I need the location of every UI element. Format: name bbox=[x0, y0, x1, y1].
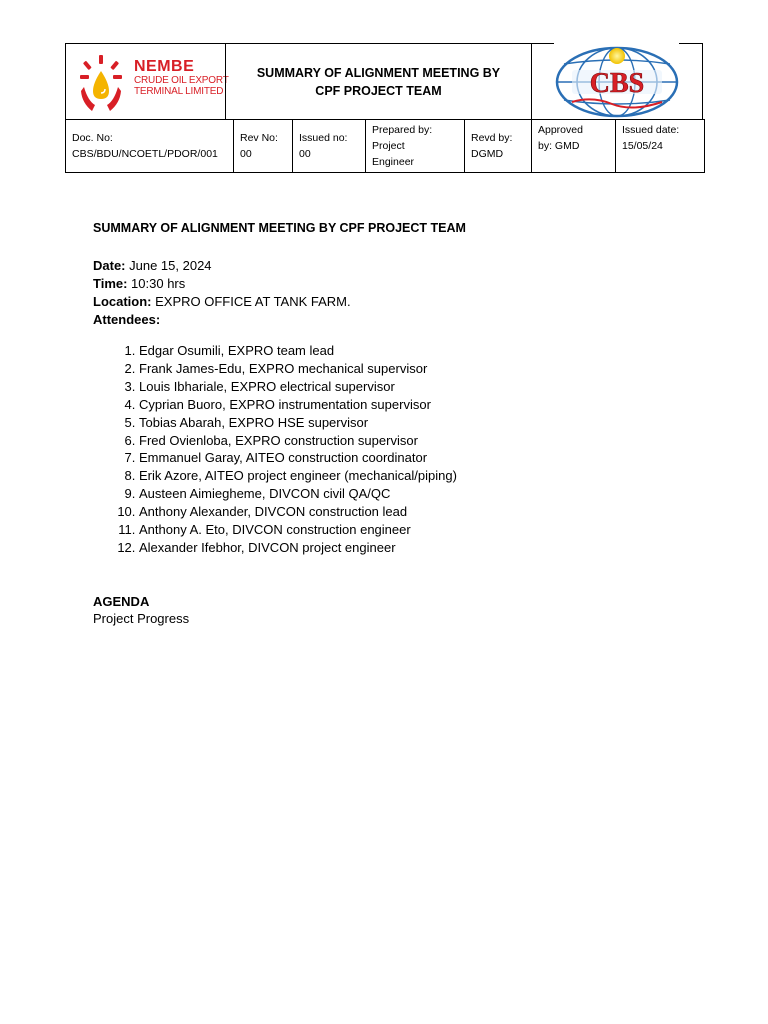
issued-no-label: Issued no: bbox=[299, 132, 348, 144]
list-item: 4. Cyprian Buoro, EXPRO instrumentation supervisor bbox=[139, 396, 457, 414]
attendees-label: Attendees: bbox=[93, 312, 161, 327]
nembe-flame-logo-icon bbox=[78, 53, 124, 113]
list-item: 12. Alexander Ifebhor, DIVCON project engineer bbox=[139, 539, 457, 557]
agenda-item: Project Progress bbox=[93, 611, 190, 626]
doc-no-label: Doc. No: bbox=[72, 132, 113, 144]
date-label: Date: bbox=[93, 258, 126, 273]
revd-by-label: Revd by: bbox=[471, 132, 513, 144]
list-item: 8. Erik Azore, AITEO project engineer (mechanical/piping) bbox=[139, 467, 457, 485]
rev-no-value: 00 bbox=[240, 148, 252, 160]
header-title-cell bbox=[225, 43, 532, 119]
prepared-by-cell bbox=[366, 120, 465, 173]
meeting-location bbox=[93, 293, 351, 311]
doc-no-value: CBS/BDU/NCOETL/PDOR/001 bbox=[72, 148, 218, 160]
list-item: 7. Emmanuel Garay, AITEO construction coordinator bbox=[139, 449, 457, 467]
approved-by-label: Approved bbox=[538, 124, 583, 136]
list-item: 9. Austeen Aimiegheme, DIVCON civil QA/QC bbox=[139, 485, 457, 503]
prepared-by-label: Prepared by: bbox=[372, 124, 433, 136]
list-item: 2. Frank James-Edu, EXPRO mechanical supervisor bbox=[139, 360, 457, 378]
nembe-logo-name: NEMBE bbox=[134, 58, 195, 75]
document-title: SUMMARY OF ALIGNMENT MEETING BY CPF PROJECT TEAM bbox=[93, 221, 466, 235]
list-item: 6. Fred Ovienloba, EXPRO construction supervisor bbox=[139, 432, 457, 450]
document-control-table bbox=[65, 119, 705, 173]
location-label: Location: bbox=[93, 294, 152, 309]
time-value: 10:30 hrs bbox=[127, 276, 186, 291]
time-label: Time: bbox=[93, 276, 128, 291]
agenda-heading: AGENDA bbox=[93, 594, 150, 609]
cbs-logo-text: CBS bbox=[589, 68, 645, 99]
meeting-info bbox=[93, 257, 351, 329]
attendees-list bbox=[93, 342, 457, 557]
header-title-line1: SUMMARY OF ALIGNMENT MEETING BY bbox=[256, 65, 501, 80]
revd-by-value: DGMD bbox=[471, 148, 504, 160]
rev-no-cell bbox=[234, 120, 293, 173]
list-item: 3. Louis Ibhariale, EXPRO electrical supervisor bbox=[139, 378, 457, 396]
document-header bbox=[65, 43, 703, 169]
issued-date-value: 15/05/24 bbox=[622, 140, 663, 152]
approved-by-cell bbox=[532, 120, 616, 173]
document-control-row bbox=[66, 120, 705, 173]
issued-no-value: 00 bbox=[299, 148, 311, 160]
revd-by-cell bbox=[465, 120, 532, 173]
prepared-by-value-1: Project bbox=[372, 140, 405, 152]
list-item: 11. Anthony A. Eto, DIVCON construction engineer bbox=[139, 521, 457, 539]
doc-no-cell bbox=[66, 120, 234, 173]
issued-date-label: Issued date: bbox=[622, 124, 680, 136]
prepared-by-value-2: Engineer bbox=[372, 156, 415, 168]
list-item: 10. Anthony Alexander, DIVCON construction lead bbox=[139, 503, 457, 521]
rev-no-label: Rev No: bbox=[240, 132, 278, 144]
header-top-row bbox=[65, 43, 703, 119]
header-title bbox=[244, 64, 514, 100]
cbs-logo bbox=[532, 43, 703, 119]
nembe-logo-line1: CRUDE OIL EXPORT bbox=[134, 75, 229, 86]
issued-date-cell bbox=[616, 120, 705, 173]
header-title-line2: CPF PROJECT TEAM bbox=[315, 83, 442, 98]
meeting-date bbox=[93, 257, 351, 275]
meeting-time bbox=[93, 275, 351, 293]
list-item: 5. Tobias Abarah, EXPRO HSE supervisor bbox=[139, 414, 457, 432]
nembe-logo-line2: TERMINAL LIMITED bbox=[134, 86, 224, 97]
list-item: 1. Edgar Osumili, EXPRO team lead bbox=[139, 342, 457, 360]
nembe-logo-text bbox=[134, 59, 229, 97]
issued-no-cell bbox=[293, 120, 366, 173]
date-value: June 15, 2024 bbox=[125, 258, 212, 273]
location-value: EXPRO OFFICE AT TANK FARM. bbox=[151, 294, 351, 309]
approved-by-value: by: GMD bbox=[538, 140, 580, 152]
cbs-globe-logo-icon bbox=[552, 44, 682, 120]
attendees-heading bbox=[93, 311, 351, 329]
nembe-logo bbox=[65, 43, 234, 120]
